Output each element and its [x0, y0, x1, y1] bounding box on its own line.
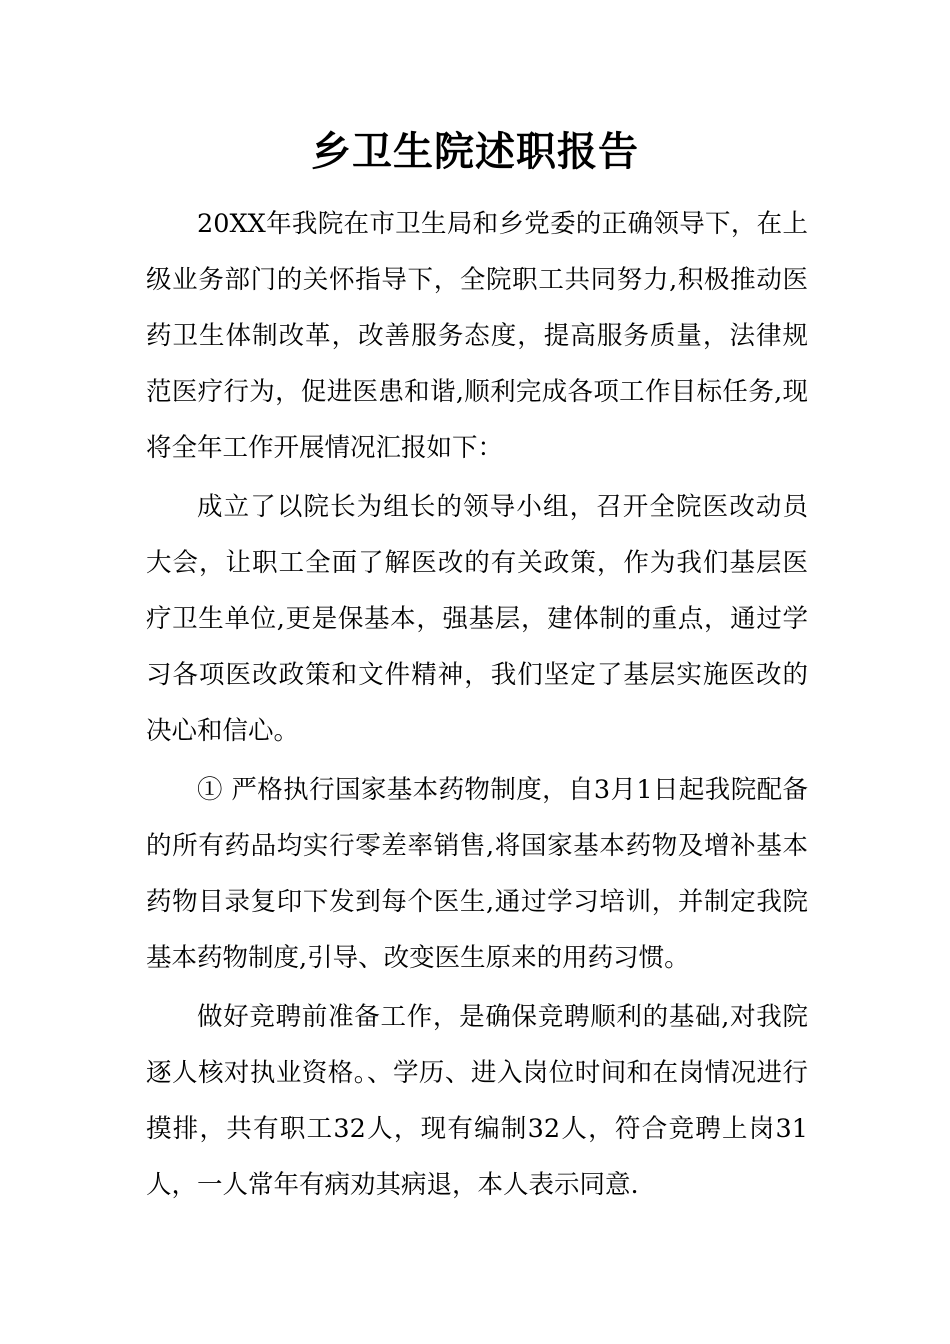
page-title: 乡卫生院述职报告: [311, 129, 639, 175]
paragraph-essential-drugs: ① 严格执行国家基本药物制度，自3月1日起我院配备的所有药品均实行零差率销售,将国家基本药物及增补基本药物目录复印下发到每个医生,通过学习培训，并制定我院基本药物制度,引导、改变医生原来的用药习惯。: [146, 775, 808, 973]
document-body: [146, 196, 808, 1213]
paragraph-intro: 20XX年我院在市卫生局和乡党委的正确领导下，在上级业务部门的关怀指导下，全院职工共同努力,积极推动医药卫生体制改革，改善服务态度，提高服务质量，法律规范医疗行为，促进医患和谐,顺利完成各项工作目标任务,现将全年工作开展情况汇报如下：: [146, 209, 808, 463]
paragraph-recruitment-prep: 做好竞聘前准备工作，是确保竞聘顺利的基础,对我院逐人核对执业资格。、学历、进入岗位时间和在岗情况进行摸排，共有职工32人，现有编制32人，符合竞聘上岗31人，一人常年有病劝其病退，本人表示同意.: [146, 1002, 808, 1200]
paragraph-leadership-group: 成立了以院长为组长的领导小组，召开全院医改动员大会，让职工全面了解医改的有关政策，作为我们基层医疗卫生单位,更是保基本，强基层，建体制的重点，通过学习各项医改政策和文件精神，我们坚定了基层实施医改的决心和信心。: [146, 492, 808, 746]
